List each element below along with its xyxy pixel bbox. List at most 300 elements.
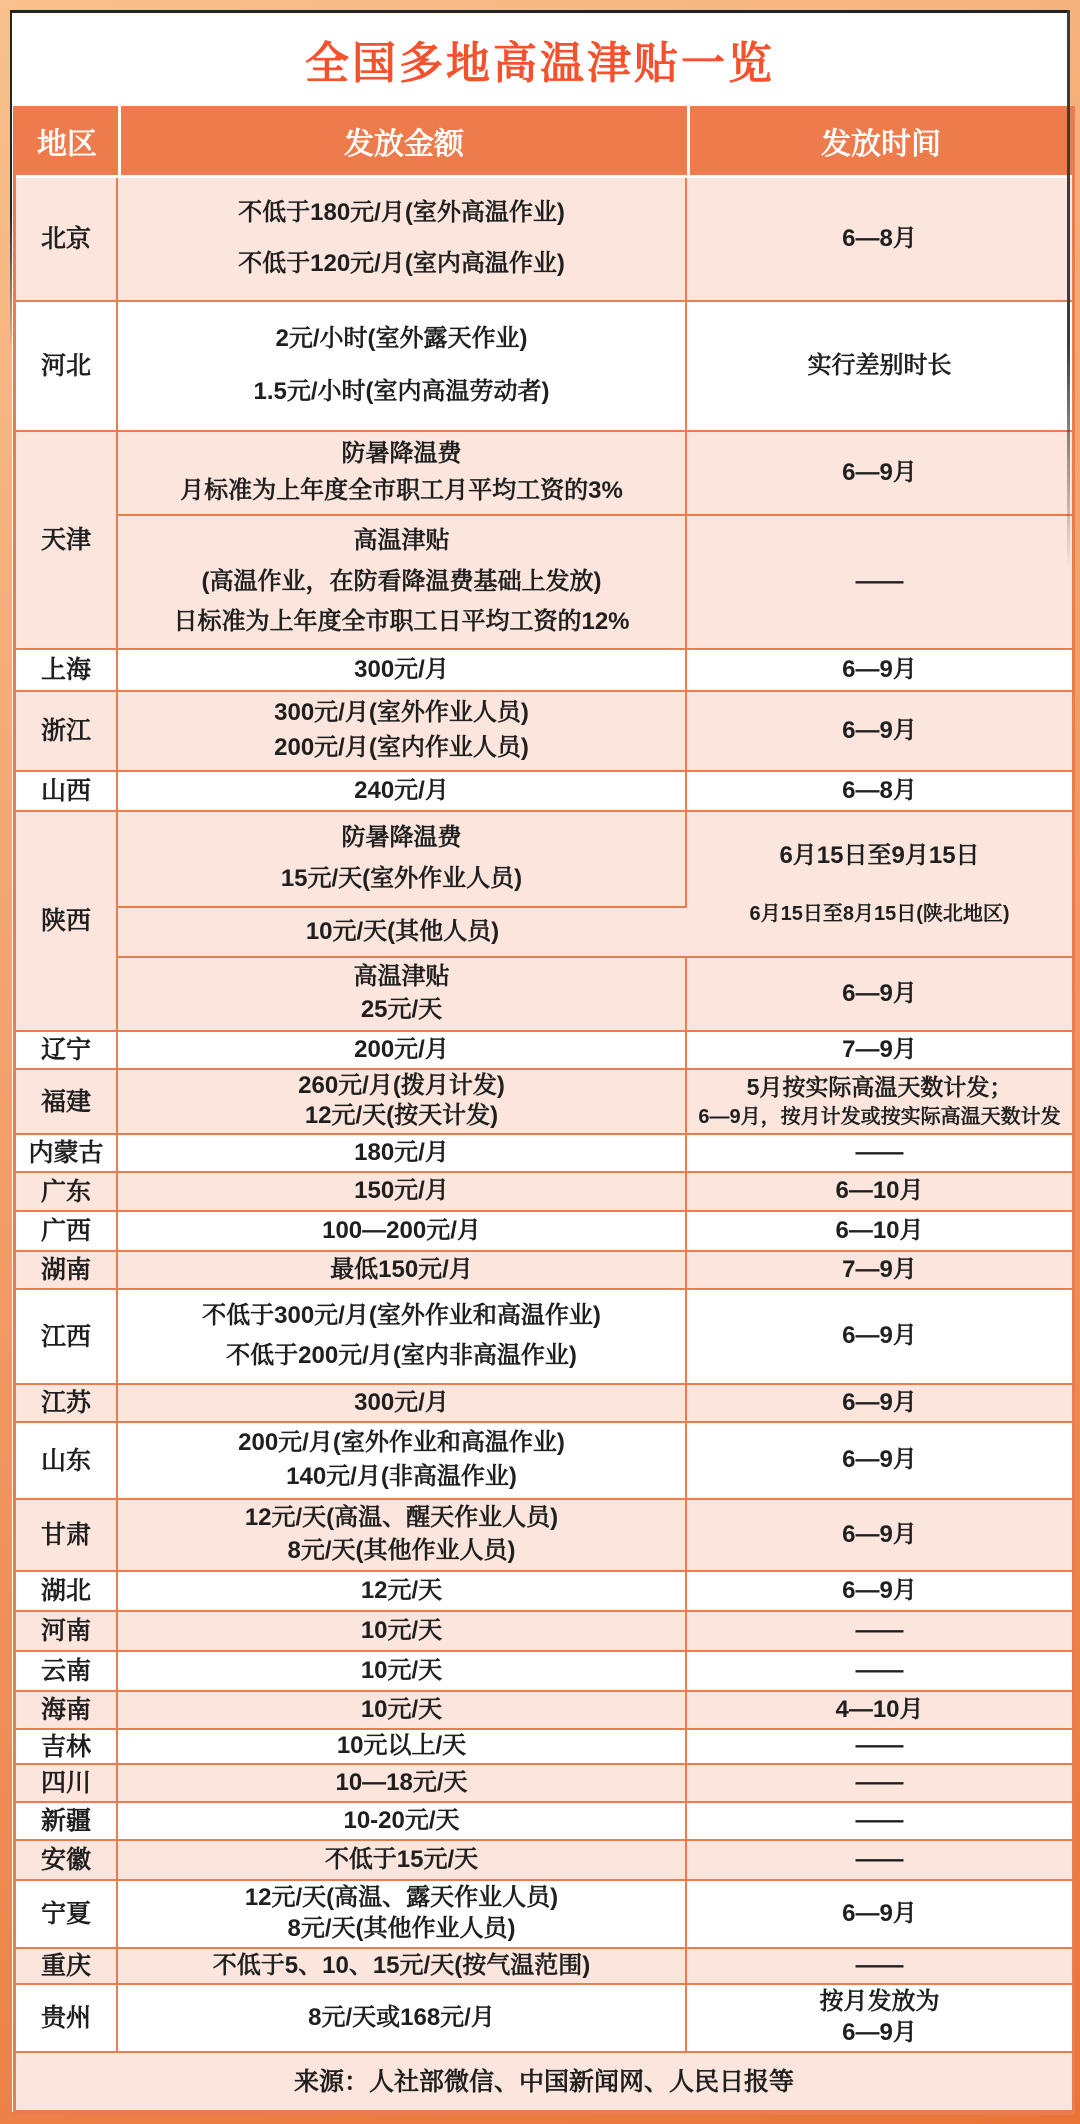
amount-line: 100—200元/月 xyxy=(322,1216,481,1244)
cell-content xyxy=(118,1173,685,1210)
time-line: 4—10月 xyxy=(835,1695,924,1723)
time-line: 6—9月 xyxy=(842,1322,917,1350)
amount-cell xyxy=(118,1500,687,1572)
amount-line: 300元/月 xyxy=(354,655,449,683)
time-line: 6—8月 xyxy=(842,776,917,804)
table-row xyxy=(16,958,1072,1032)
amount-line: 200元/月(室内作业人员) xyxy=(274,734,529,762)
region-name: 江苏 xyxy=(40,1389,91,1417)
amount-cell xyxy=(118,1423,687,1500)
time-cell xyxy=(687,1612,1072,1652)
time-cell xyxy=(687,516,1072,650)
cell-content xyxy=(118,650,685,690)
table-row xyxy=(16,1985,1072,2053)
cell-content xyxy=(687,178,1072,300)
cell-content xyxy=(687,958,1072,1030)
time-cell xyxy=(687,1730,1072,1765)
region-name: 辽宁 xyxy=(40,1036,91,1064)
amount-line: 防暑降温费 xyxy=(341,824,462,852)
cell-content xyxy=(118,516,685,648)
cell-content xyxy=(118,1652,685,1690)
cell-content xyxy=(118,178,685,300)
cell-content xyxy=(687,1070,1072,1133)
table-row xyxy=(16,1290,1072,1385)
table-row xyxy=(16,432,1072,516)
cell-content xyxy=(687,1252,1072,1288)
amount-cell xyxy=(118,1290,687,1385)
table-row xyxy=(16,1173,1072,1212)
cell-content xyxy=(118,1730,685,1763)
amount-line: 不低于200元/月(室内非高温作业) xyxy=(226,1342,577,1370)
cell-content xyxy=(16,1135,116,1171)
time-line: 6—9月 xyxy=(842,1899,917,1927)
time-cell xyxy=(687,178,1072,302)
subsidy-table-body xyxy=(16,178,1072,2053)
cell-content xyxy=(687,1985,1072,2051)
amount-line: 10元/天 xyxy=(360,1695,443,1723)
frame-top-line xyxy=(10,10,1070,13)
time-cell xyxy=(687,1290,1072,1385)
region-cell xyxy=(16,178,118,302)
cell-content xyxy=(687,1841,1072,1879)
time-cell xyxy=(687,650,1072,692)
time-line: 6—9月 xyxy=(842,2019,917,2047)
amount-cell xyxy=(118,1803,687,1841)
amount-line: 10-20元/天 xyxy=(343,1806,460,1834)
amount-line: 240元/月 xyxy=(354,776,449,804)
time-line: —— xyxy=(855,1806,904,1834)
amount-line: 10—18元/天 xyxy=(335,1768,468,1796)
amount-cell xyxy=(118,1070,687,1135)
time-line: 7—9月 xyxy=(842,1255,917,1283)
time-cell xyxy=(687,1803,1072,1841)
table-row xyxy=(16,1423,1072,1500)
time-cell xyxy=(687,1949,1072,1985)
region-name: 新疆 xyxy=(40,1807,91,1835)
region-cell xyxy=(16,1612,118,1652)
cell-content xyxy=(687,650,1072,690)
cell-content xyxy=(118,1985,685,2051)
cell-content xyxy=(118,302,685,430)
time-line: 5月按实际高温天数计发； xyxy=(746,1073,1013,1100)
time-line: 6—9月 xyxy=(842,979,917,1007)
region-name: 山东 xyxy=(40,1446,91,1475)
cell-content xyxy=(118,1692,685,1728)
region-cell xyxy=(16,1290,118,1385)
region-cell xyxy=(16,1841,118,1881)
cell-content xyxy=(118,1212,685,1250)
cell-content xyxy=(118,908,687,956)
region-name: 贵州 xyxy=(40,2004,91,2032)
region-cell xyxy=(16,1652,118,1692)
time-line: —— xyxy=(855,1656,904,1684)
col-header-time: 发放时间 xyxy=(687,106,1072,178)
amount-cell xyxy=(118,958,687,1032)
time-line: 6月15日至9月15日 xyxy=(779,842,980,870)
region-cell xyxy=(16,812,118,1032)
time-cell xyxy=(687,1385,1072,1423)
region-name: 福建 xyxy=(40,1087,91,1116)
table-row xyxy=(16,1652,1072,1692)
table-row xyxy=(16,1500,1072,1572)
amount-line: 300元/月 xyxy=(354,1388,449,1416)
amount-line: 不低于5、10、15元/天(按气温范围) xyxy=(212,1951,591,1979)
cell-content xyxy=(118,1612,685,1650)
time-cell xyxy=(687,1881,1072,1949)
cell-content xyxy=(118,812,685,906)
amount-cell xyxy=(118,650,687,692)
amount-line: 200元/月 xyxy=(354,1035,449,1063)
cell-content xyxy=(118,1500,685,1570)
region-cell xyxy=(16,772,118,812)
subsidy-table xyxy=(13,106,1075,2115)
cell-content xyxy=(118,1949,685,1983)
amount-line: 200元/月(室外作业和高温作业) xyxy=(238,1428,565,1456)
amount-cell xyxy=(118,1652,687,1692)
amount-cell xyxy=(118,1881,687,1949)
time-line: 6—9月 xyxy=(842,716,917,744)
time-cell xyxy=(687,1652,1072,1692)
table-row xyxy=(16,692,1072,772)
cell-content xyxy=(687,812,1072,956)
cell-content xyxy=(687,1500,1072,1570)
amount-cell xyxy=(118,1135,687,1173)
region-cell xyxy=(16,1385,118,1423)
time-line: —— xyxy=(855,567,904,595)
amount-line: 8元/天或168元/月 xyxy=(308,2003,495,2031)
frame-left-line xyxy=(10,10,12,350)
amount-line: 260元/月(拨月计发) xyxy=(298,1071,505,1099)
amount-line: 10元/天(其他人员) xyxy=(305,917,500,945)
cell-content xyxy=(16,1803,116,1839)
time-line: 6—8月 xyxy=(842,224,917,252)
region-name: 湖南 xyxy=(40,1256,91,1284)
table-row xyxy=(16,1730,1072,1765)
source-cell xyxy=(16,2053,1072,2112)
cell-content xyxy=(118,1765,685,1801)
time-line: 实行差别时长 xyxy=(807,351,952,379)
time-line: —— xyxy=(855,1951,904,1979)
time-line: 6—9月 xyxy=(842,1388,917,1416)
time-line: 6—9月，按月计发或按实际高温天数计发 xyxy=(698,1106,1061,1129)
amount-line: 140元/月(非高温作业) xyxy=(286,1463,517,1491)
time-line: 按月发放为 xyxy=(819,1987,940,2015)
table-row xyxy=(16,1252,1072,1290)
table-row xyxy=(16,1032,1072,1070)
amount-cell xyxy=(118,1692,687,1730)
cell-content xyxy=(687,772,1072,810)
amount-cell xyxy=(118,772,687,812)
amount-cell xyxy=(118,692,687,772)
amount-line: 日标准为上年度全市职工日平均工资的12% xyxy=(173,607,630,635)
time-cell xyxy=(687,1212,1072,1252)
time-cell xyxy=(687,1572,1072,1612)
region-cell xyxy=(16,1423,118,1500)
region-name: 湖北 xyxy=(40,1577,91,1605)
cell-content xyxy=(687,1803,1072,1839)
cell-content xyxy=(16,812,116,1030)
col-header-region: 地区 xyxy=(16,106,118,178)
region-name: 上海 xyxy=(40,656,91,684)
time-line: —— xyxy=(855,1616,904,1644)
table-row xyxy=(16,1803,1072,1841)
amount-cell xyxy=(118,1173,687,1212)
cell-content xyxy=(687,1212,1072,1250)
cell-content xyxy=(16,1385,116,1421)
time-cell xyxy=(687,1173,1072,1212)
region-cell xyxy=(16,1730,118,1765)
amount-cell xyxy=(118,516,687,650)
time-cell xyxy=(687,432,1072,516)
region-cell xyxy=(16,302,118,432)
cell-content xyxy=(687,1692,1072,1728)
amount-line: 不低于120元/月(室内高温作业) xyxy=(238,249,565,277)
cell-content xyxy=(16,1173,116,1210)
region-name: 海南 xyxy=(40,1696,91,1724)
amount-line: 12元/天 xyxy=(360,1576,443,1604)
amount-line: 12元/天(按天计发) xyxy=(304,1102,499,1130)
region-name: 浙江 xyxy=(40,717,91,745)
cell-content xyxy=(16,1692,116,1728)
cell-content xyxy=(118,1881,685,1947)
region-name: 山西 xyxy=(40,777,91,805)
time-line: 6—9月 xyxy=(842,1446,917,1474)
time-cell xyxy=(687,1070,1072,1135)
cell-content xyxy=(16,1881,116,1947)
cell-content xyxy=(16,1252,116,1288)
cell-content xyxy=(687,1423,1072,1498)
region-cell xyxy=(16,1803,118,1841)
amount-cell xyxy=(118,1730,687,1765)
amount-line: 10元以上/天 xyxy=(336,1732,467,1760)
cell-content xyxy=(118,958,685,1030)
amount-cell xyxy=(118,1949,687,1985)
cell-content xyxy=(687,692,1072,770)
amount-line: 不低于180元/月(室外高温作业) xyxy=(238,199,565,227)
time-line: —— xyxy=(855,1138,904,1166)
amount-cell xyxy=(118,432,687,516)
cell-content xyxy=(687,1949,1072,1983)
time-cell xyxy=(687,1692,1072,1730)
table-row xyxy=(16,1070,1072,1135)
table-row xyxy=(16,178,1072,302)
table-row xyxy=(16,812,1072,908)
cell-content xyxy=(687,1730,1072,1763)
page-title: 全国多地高温津贴一览 xyxy=(305,39,775,88)
cell-content xyxy=(687,516,1072,648)
cell-content xyxy=(16,1290,116,1383)
region-name: 安徽 xyxy=(40,1846,91,1874)
region-cell xyxy=(16,1985,118,2053)
region-name: 甘肃 xyxy=(40,1521,91,1549)
region-cell xyxy=(16,1173,118,1212)
cell-content xyxy=(16,178,116,300)
cell-content xyxy=(687,1385,1072,1421)
table-row xyxy=(16,1612,1072,1652)
table-row xyxy=(16,1692,1072,1730)
cell-content xyxy=(687,432,1072,514)
amount-line: 高温津贴 xyxy=(353,527,450,555)
region-cell xyxy=(16,1212,118,1252)
col-header-amount: 发放金额 xyxy=(118,106,687,178)
table-row xyxy=(16,302,1072,432)
region-cell xyxy=(16,1135,118,1173)
region-cell xyxy=(16,1070,118,1135)
cell-content xyxy=(16,432,116,648)
table-row xyxy=(16,1385,1072,1423)
cell-content xyxy=(16,1841,116,1879)
amount-line: 2元/小时(室外露天作业) xyxy=(275,325,528,353)
amount-cell xyxy=(118,1985,687,2053)
table-row xyxy=(16,772,1072,812)
region-cell xyxy=(16,650,118,692)
amount-line: 月标准为上年度全市职工月平均工资的3% xyxy=(180,477,623,505)
time-cell xyxy=(687,1135,1072,1173)
cell-content xyxy=(16,1612,116,1650)
time-cell xyxy=(687,1423,1072,1500)
amount-line: 8元/天(其他作业人员) xyxy=(287,1915,516,1943)
region-name: 广西 xyxy=(40,1217,91,1245)
region-name: 陕西 xyxy=(40,907,91,935)
time-cell xyxy=(687,1500,1072,1572)
cell-content xyxy=(687,1290,1072,1383)
amount-line: 不低于300元/月(室外作业和高温作业) xyxy=(202,1301,601,1329)
cell-content xyxy=(16,1423,116,1498)
amount-cell xyxy=(118,1765,687,1803)
amount-line: 150元/月 xyxy=(354,1177,449,1205)
cell-content xyxy=(16,772,116,810)
table-row xyxy=(16,516,1072,650)
time-line: 6月15日至8月15日(陕北地区) xyxy=(749,902,1010,925)
amount-line: 12元/天(高温、醒天作业人员) xyxy=(244,1504,559,1532)
cell-content xyxy=(16,1765,116,1801)
table-row xyxy=(16,1949,1072,1985)
cell-content xyxy=(118,1135,685,1171)
content-card xyxy=(12,12,1068,2112)
cell-content xyxy=(118,772,685,810)
time-cell xyxy=(687,692,1072,772)
cell-content xyxy=(16,1500,116,1570)
time-cell xyxy=(687,772,1072,812)
amount-line: 高温津贴 xyxy=(353,962,450,990)
time-line: 6—9月 xyxy=(842,1520,917,1548)
amount-line: 15元/天(室外作业人员) xyxy=(280,865,523,893)
amount-line: 12元/天(高温、露天作业人员) xyxy=(244,1883,559,1911)
cell-content xyxy=(16,1949,116,1983)
region-name: 河南 xyxy=(40,1617,91,1645)
region-name: 云南 xyxy=(40,1657,91,1685)
region-cell xyxy=(16,432,118,650)
cell-content xyxy=(118,1803,685,1839)
time-line: 6—9月 xyxy=(842,655,917,683)
amount-line: 25元/天 xyxy=(360,996,443,1024)
region-name: 宁夏 xyxy=(40,1900,91,1928)
header-row xyxy=(16,106,1072,178)
region-cell xyxy=(16,1692,118,1730)
amount-line: 防暑降温费 xyxy=(341,440,462,468)
time-line: 6—9月 xyxy=(842,458,917,486)
cell-content xyxy=(16,302,116,430)
region-cell xyxy=(16,1765,118,1803)
cell-content xyxy=(16,1032,116,1068)
region-cell xyxy=(16,1500,118,1572)
table-row xyxy=(16,1765,1072,1803)
time-cell xyxy=(687,1985,1072,2053)
amount-cell xyxy=(118,1212,687,1252)
time-line: 6—10月 xyxy=(835,1177,924,1205)
region-name: 四川 xyxy=(40,1769,91,1797)
amount-cell xyxy=(118,1252,687,1290)
region-cell xyxy=(16,1252,118,1290)
time-line: —— xyxy=(855,1845,904,1873)
time-line: 6—9月 xyxy=(842,1576,917,1604)
cell-content xyxy=(687,1572,1072,1610)
amount-line: (高温作业，在防看降温费基础上发放) xyxy=(201,567,602,595)
cell-content xyxy=(118,1423,685,1498)
region-cell xyxy=(16,692,118,772)
amount-line: 180元/月 xyxy=(354,1138,449,1166)
amount-line: 300元/月(室外作业人员) xyxy=(274,698,529,726)
amount-cell xyxy=(118,1385,687,1423)
amount-line: 1.5元/小时(室内高温劳动者) xyxy=(253,377,550,405)
cell-content xyxy=(118,1572,685,1610)
time-cell xyxy=(687,812,1072,958)
time-cell xyxy=(687,1765,1072,1803)
amount-cell xyxy=(118,1612,687,1652)
cell-content xyxy=(118,1385,685,1421)
time-cell xyxy=(687,1252,1072,1290)
cell-content xyxy=(16,692,116,770)
table-row xyxy=(16,1135,1072,1173)
amount-line: 不低于15元/天 xyxy=(324,1845,479,1873)
cell-content xyxy=(687,1173,1072,1210)
amount-line: 10元/天 xyxy=(360,1656,443,1684)
cell-content xyxy=(16,1070,116,1133)
region-cell xyxy=(16,1572,118,1612)
region-name: 重庆 xyxy=(40,1952,91,1980)
cell-content xyxy=(687,1652,1072,1690)
amount-cell xyxy=(118,1841,687,1881)
time-cell xyxy=(687,1032,1072,1070)
cell-content xyxy=(118,1032,685,1068)
cell-content xyxy=(687,1135,1072,1171)
cell-content xyxy=(16,1212,116,1250)
time-line: —— xyxy=(855,1732,904,1760)
amount-cell xyxy=(118,302,687,432)
table-row xyxy=(16,1212,1072,1252)
cell-content xyxy=(16,1572,116,1610)
region-name: 天津 xyxy=(40,526,91,554)
region-cell xyxy=(16,1881,118,1949)
source-row xyxy=(16,2053,1072,2112)
cell-content xyxy=(16,650,116,690)
cell-content xyxy=(16,1730,116,1763)
time-cell xyxy=(687,1841,1072,1881)
cell-content xyxy=(687,1881,1072,1947)
amount-line: 8元/天(其他作业人员) xyxy=(287,1537,516,1565)
time-cell xyxy=(687,958,1072,1032)
time-cell xyxy=(687,302,1072,432)
time-line: 7—9月 xyxy=(842,1035,917,1063)
cell-content xyxy=(118,1290,685,1383)
cell-content xyxy=(687,1612,1072,1650)
region-name: 河北 xyxy=(40,352,91,380)
cell-content xyxy=(687,1032,1072,1068)
table-row xyxy=(16,1841,1072,1881)
cell-content xyxy=(16,1985,116,2051)
time-line: —— xyxy=(855,1768,904,1796)
amount-cell xyxy=(118,812,687,908)
